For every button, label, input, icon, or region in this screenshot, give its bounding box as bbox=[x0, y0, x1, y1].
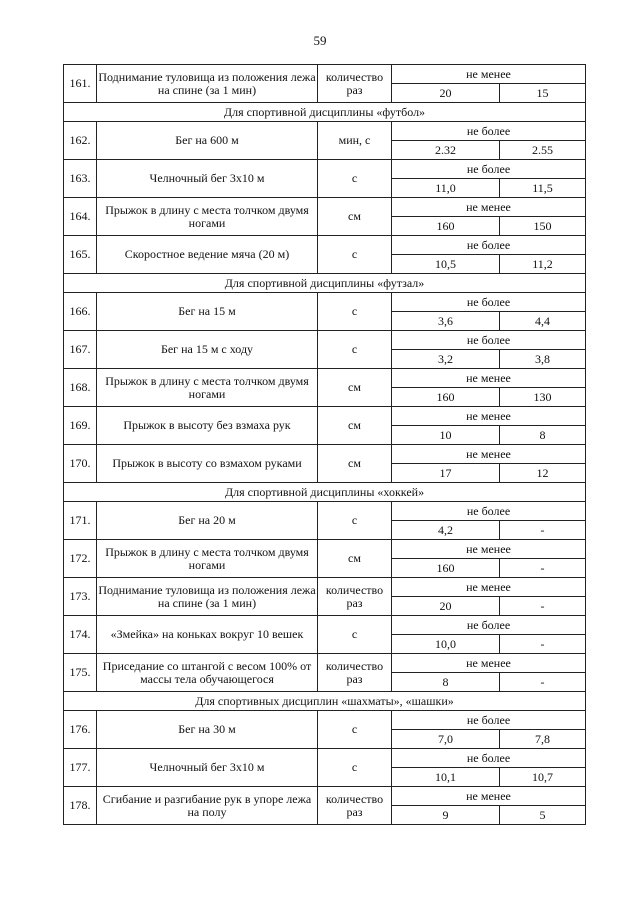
norm-value-2: - bbox=[500, 521, 586, 540]
norm-condition: не более bbox=[392, 122, 586, 141]
row-number: 167. bbox=[64, 331, 97, 369]
unit-of-measure: количество раз bbox=[318, 65, 392, 103]
table-row bbox=[64, 502, 586, 521]
norm-condition: не более bbox=[392, 616, 586, 635]
norm-value-1: 8 bbox=[392, 673, 500, 692]
norm-value-2: 12 bbox=[500, 464, 586, 483]
norm-value-2: - bbox=[500, 559, 586, 578]
section-row bbox=[64, 692, 586, 711]
row-number: 163. bbox=[64, 160, 97, 198]
norm-value-1: 11,0 bbox=[392, 179, 500, 198]
row-number: 166. bbox=[64, 293, 97, 331]
norm-value-1: 160 bbox=[392, 217, 500, 236]
section-row bbox=[64, 483, 586, 502]
norm-condition: не более bbox=[392, 236, 586, 255]
exercise-name: Бег на 15 м с ходу bbox=[97, 331, 318, 369]
row-number: 176. bbox=[64, 711, 97, 749]
norm-value-2: 3,8 bbox=[500, 350, 586, 369]
table-row bbox=[64, 293, 586, 312]
norm-value-1: 3,6 bbox=[392, 312, 500, 331]
norm-value-2: 7,8 bbox=[500, 730, 586, 749]
section-row bbox=[64, 103, 586, 122]
table-row bbox=[64, 711, 586, 730]
unit-of-measure: см bbox=[318, 407, 392, 445]
section-title: Для спортивных дисциплин «шахматы», «шашки» bbox=[64, 692, 586, 711]
norm-condition: не менее bbox=[392, 369, 586, 388]
table-row bbox=[64, 198, 586, 217]
table-row bbox=[64, 236, 586, 255]
norm-value-2: - bbox=[500, 597, 586, 616]
unit-of-measure: см bbox=[318, 198, 392, 236]
exercise-name: Бег на 600 м bbox=[97, 122, 318, 160]
table-row bbox=[64, 578, 586, 597]
norm-value-1: 160 bbox=[392, 388, 500, 407]
unit-of-measure: с bbox=[318, 331, 392, 369]
row-number: 177. bbox=[64, 749, 97, 787]
norm-condition: не менее bbox=[392, 65, 586, 84]
norm-value-2: - bbox=[500, 635, 586, 654]
norm-value-1: 3,2 bbox=[392, 350, 500, 369]
row-number: 171. bbox=[64, 502, 97, 540]
exercise-name: Скоростное ведение мяча (20 м) bbox=[97, 236, 318, 274]
norm-condition: не менее bbox=[392, 787, 586, 806]
unit-of-measure: см bbox=[318, 540, 392, 578]
table-row bbox=[64, 122, 586, 141]
exercise-name: Прыжок в длину с места толчком двумя ногами bbox=[97, 540, 318, 578]
norm-value-1: 2.32 bbox=[392, 141, 500, 160]
norm-condition: не менее bbox=[392, 578, 586, 597]
row-number: 172. bbox=[64, 540, 97, 578]
norm-value-1: 20 bbox=[392, 597, 500, 616]
exercise-name: Поднимание туловища из положения лежа на спине (за 1 мин) bbox=[97, 65, 318, 103]
table-row bbox=[64, 616, 586, 635]
norm-value-1: 10,0 bbox=[392, 635, 500, 654]
table-row bbox=[64, 787, 586, 806]
row-number: 165. bbox=[64, 236, 97, 274]
exercise-name: Прыжок в высоту без взмаха рук bbox=[97, 407, 318, 445]
row-number: 175. bbox=[64, 654, 97, 692]
row-number: 178. bbox=[64, 787, 97, 825]
norm-value-2: 130 bbox=[500, 388, 586, 407]
norm-condition: не менее bbox=[392, 407, 586, 426]
exercise-name: Бег на 15 м bbox=[97, 293, 318, 331]
exercise-name: Прыжок в длину с места толчком двумя ногами bbox=[97, 198, 318, 236]
norm-condition: не менее bbox=[392, 198, 586, 217]
norm-value-2: 10,7 bbox=[500, 768, 586, 787]
exercise-name: Прыжок в высоту со взмахом руками bbox=[97, 445, 318, 483]
unit-of-measure: см bbox=[318, 445, 392, 483]
page-number: 59 bbox=[313, 33, 327, 48]
table-row bbox=[64, 445, 586, 464]
unit-of-measure: мин, с bbox=[318, 122, 392, 160]
norm-value-1: 7,0 bbox=[392, 730, 500, 749]
norm-value-2: 5 bbox=[500, 806, 586, 825]
table-row bbox=[64, 654, 586, 673]
table-row bbox=[64, 540, 586, 559]
norm-value-2: 150 bbox=[500, 217, 586, 236]
norm-value-1: 4,2 bbox=[392, 521, 500, 540]
unit-of-measure: с bbox=[318, 293, 392, 331]
unit-of-measure: количество раз bbox=[318, 578, 392, 616]
norm-condition: не более bbox=[392, 502, 586, 521]
norm-value-1: 10,5 bbox=[392, 255, 500, 274]
row-number: 162. bbox=[64, 122, 97, 160]
table-row bbox=[64, 407, 586, 426]
unit-of-measure: с bbox=[318, 616, 392, 654]
exercise-name: «Змейка» на коньках вокруг 10 вешек bbox=[97, 616, 318, 654]
norms-table bbox=[63, 64, 586, 825]
table-row bbox=[64, 160, 586, 179]
norm-condition: не более bbox=[392, 331, 586, 350]
norm-value-2: 11,2 bbox=[500, 255, 586, 274]
norm-condition: не более bbox=[392, 160, 586, 179]
norm-value-1: 10 bbox=[392, 426, 500, 445]
norm-value-2: 8 bbox=[500, 426, 586, 445]
section-row bbox=[64, 274, 586, 293]
unit-of-measure: с bbox=[318, 160, 392, 198]
norm-value-1: 17 bbox=[392, 464, 500, 483]
row-number: 169. bbox=[64, 407, 97, 445]
exercise-name: Бег на 30 м bbox=[97, 711, 318, 749]
norm-value-1: 9 bbox=[392, 806, 500, 825]
table-row bbox=[64, 65, 586, 84]
norm-condition: не более bbox=[392, 293, 586, 312]
section-title: Для спортивной дисциплины «хоккей» bbox=[64, 483, 586, 502]
row-number: 174. bbox=[64, 616, 97, 654]
unit-of-measure: с bbox=[318, 236, 392, 274]
norms-table-body bbox=[64, 65, 586, 825]
norm-value-1: 20 bbox=[392, 84, 500, 103]
norm-value-2: 15 bbox=[500, 84, 586, 103]
section-title: Для спортивной дисциплины «футзал» bbox=[64, 274, 586, 293]
exercise-name: Бег на 20 м bbox=[97, 502, 318, 540]
norm-value-1: 160 bbox=[392, 559, 500, 578]
unit-of-measure: с bbox=[318, 749, 392, 787]
norm-condition: не более bbox=[392, 711, 586, 730]
norm-condition: не менее bbox=[392, 654, 586, 673]
unit-of-measure: количество раз bbox=[318, 654, 392, 692]
norm-condition: не менее bbox=[392, 540, 586, 559]
exercise-name: Поднимание туловища из положения лежа на спине (за 1 мин) bbox=[97, 578, 318, 616]
exercise-name: Челночный бег 3х10 м bbox=[97, 749, 318, 787]
norm-condition: не более bbox=[392, 749, 586, 768]
norm-value-2: 11,5 bbox=[500, 179, 586, 198]
exercise-name: Челночный бег 3х10 м bbox=[97, 160, 318, 198]
unit-of-measure: с bbox=[318, 711, 392, 749]
row-number: 164. bbox=[64, 198, 97, 236]
unit-of-measure: см bbox=[318, 369, 392, 407]
unit-of-measure: с bbox=[318, 502, 392, 540]
norm-value-2: 4,4 bbox=[500, 312, 586, 331]
norm-value-2: 2.55 bbox=[500, 141, 586, 160]
exercise-name: Сгибание и разгибание рук в упоре лежа на полу bbox=[97, 787, 318, 825]
row-number: 170. bbox=[64, 445, 97, 483]
row-number: 173. bbox=[64, 578, 97, 616]
section-title: Для спортивной дисциплины «футбол» bbox=[64, 103, 586, 122]
norm-value-1: 10,1 bbox=[392, 768, 500, 787]
table-row bbox=[64, 369, 586, 388]
exercise-name: Приседание со штангой с весом 100% от массы тела обучающегося bbox=[97, 654, 318, 692]
row-number: 161. bbox=[64, 65, 97, 103]
norm-value-2: - bbox=[500, 673, 586, 692]
table-row bbox=[64, 331, 586, 350]
norm-condition: не менее bbox=[392, 445, 586, 464]
row-number: 168. bbox=[64, 369, 97, 407]
table-row bbox=[64, 749, 586, 768]
exercise-name: Прыжок в длину с места толчком двумя ногами bbox=[97, 369, 318, 407]
unit-of-measure: количество раз bbox=[318, 787, 392, 825]
